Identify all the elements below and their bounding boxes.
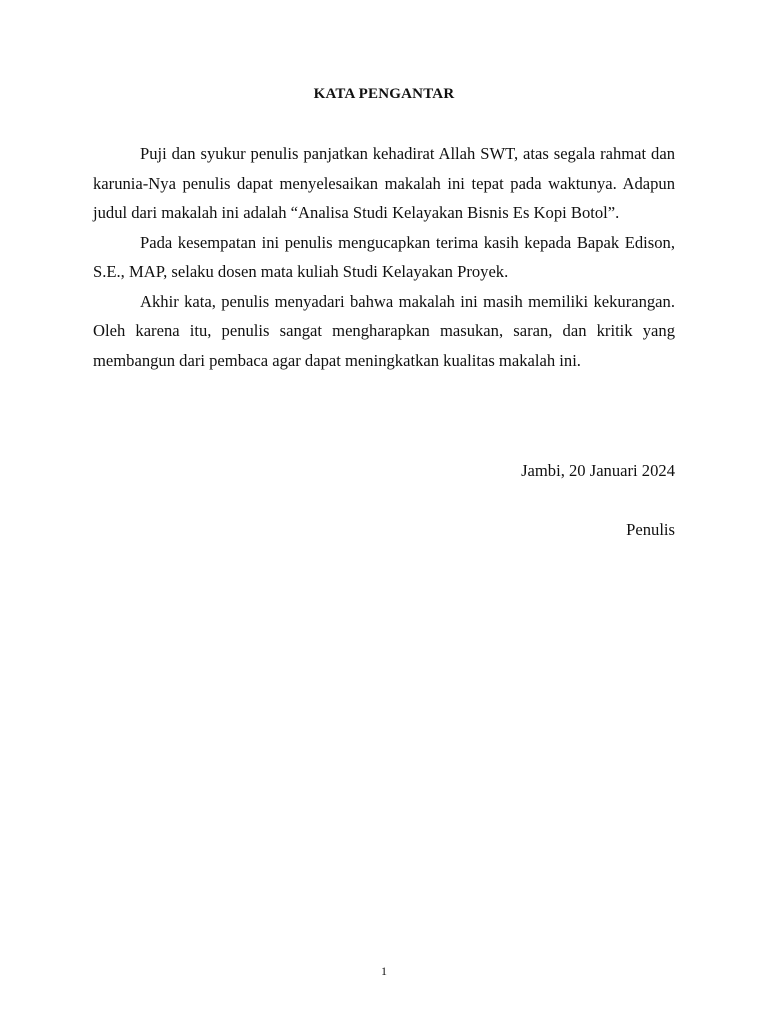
paragraph-closing: Akhir kata, penulis menyadari bahwa makalah ini masih memiliki kekurangan. Oleh karena itu, penulis sangat mengharapkan masukan, saran, dan kritik yang membangun dari pembaca agar dapat meningkatkan kualitas makalah ini.	[93, 291, 675, 370]
page-number: 1	[381, 964, 387, 978]
signer-name: Penulis	[626, 520, 675, 539]
body-text	[93, 139, 675, 375]
paragraph-acknowledgement: Pada kesempatan ini penulis mengucapkan terima kasih kepada Bapak Edison, S.E., MAP, selaku dosen mata kuliah Studi Kelayakan Proyek.	[93, 232, 675, 281]
page-title: KATA PENGANTAR	[313, 86, 455, 102]
paragraph-opening: Puji dan syukur penulis panjatkan kehadirat Allah SWT, atas segala rahmat dan karunia-Nya penulis dapat menyelesaikan makalah ini tepat pada waktunya. Adapun judul dari makalah ini adalah “Analisa Studi Kelayakan Bisnis Es Kopi Botol”.	[93, 144, 675, 222]
place-date: Jambi, 20 Januari 2024	[521, 461, 675, 480]
